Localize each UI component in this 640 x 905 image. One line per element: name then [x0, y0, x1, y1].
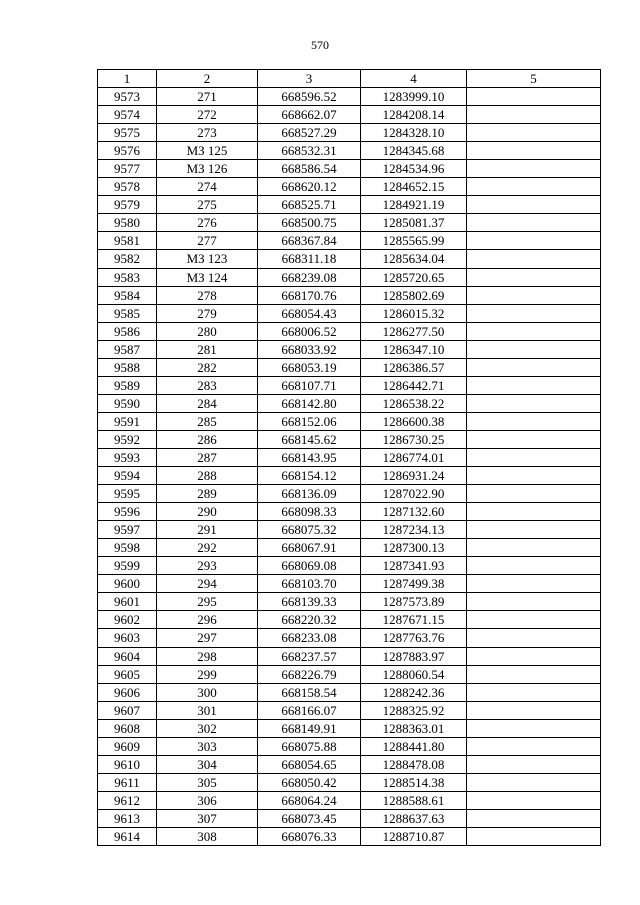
table-row [98, 430, 601, 448]
table-cell-col-3: 668237.57 [258, 647, 361, 665]
table-row [98, 88, 601, 106]
table-cell-col-2: 274 [157, 178, 258, 196]
table-cell-col-4: 1285634.04 [361, 250, 467, 268]
table-cell-col-2: 281 [157, 340, 258, 358]
table-cell-col-2: 297 [157, 629, 258, 647]
table-row [98, 160, 601, 178]
table-cell-col-1: 9608 [98, 719, 157, 737]
table-cell-col-1: 9577 [98, 160, 157, 178]
table-cell-col-5 [467, 521, 601, 539]
table-row [98, 232, 601, 250]
table-cell-col-2: 280 [157, 322, 258, 340]
table-cell-col-3: 668142.80 [258, 394, 361, 412]
table-cell-col-2: 292 [157, 539, 258, 557]
table-cell-col-4: 1288242.36 [361, 683, 467, 701]
table-cell-col-2: 291 [157, 521, 258, 539]
table-cell-col-2: 302 [157, 719, 258, 737]
table-cell-col-1: 9599 [98, 557, 157, 575]
table-cell-col-3: 668076.33 [258, 827, 361, 845]
table-cell-col-4: 1286015.32 [361, 304, 467, 322]
table-cell-col-1: 9593 [98, 448, 157, 466]
table-cell-col-4: 1284328.10 [361, 124, 467, 142]
table-cell-col-1: 9585 [98, 304, 157, 322]
table-cell-col-4: 1288060.54 [361, 665, 467, 683]
table-cell-col-3: 668220.32 [258, 611, 361, 629]
table-cell-col-4: 1286386.57 [361, 358, 467, 376]
table-cell-col-2: 296 [157, 611, 258, 629]
table-cell-col-2: 305 [157, 773, 258, 791]
table-cell-col-3: 668662.07 [258, 106, 361, 124]
table-cell-col-5 [467, 322, 601, 340]
table-cell-col-1: 9576 [98, 142, 157, 160]
table-cell-col-2: 289 [157, 485, 258, 503]
table-cell-col-1: 9598 [98, 539, 157, 557]
table-cell-col-4: 1288637.63 [361, 809, 467, 827]
table-cell-col-4: 1287573.89 [361, 593, 467, 611]
table-cell-col-3: 668532.31 [258, 142, 361, 160]
table-row [98, 665, 601, 683]
table-row [98, 701, 601, 719]
table-cell-col-3: 668054.65 [258, 755, 361, 773]
table-cell-col-1: 9601 [98, 593, 157, 611]
table-cell-col-5 [467, 773, 601, 791]
table-cell-col-4: 1287132.60 [361, 503, 467, 521]
table-row [98, 196, 601, 214]
table-cell-col-1: 9578 [98, 178, 157, 196]
table-cell-col-5 [467, 791, 601, 809]
table-cell-col-5 [467, 196, 601, 214]
table-cell-col-4: 1287341.93 [361, 557, 467, 575]
table-row [98, 214, 601, 232]
table-cell-col-3: 668033.92 [258, 340, 361, 358]
table-cell-col-1: 9581 [98, 232, 157, 250]
table-cell-col-3: 668075.32 [258, 521, 361, 539]
table-cell-col-4: 1287763.76 [361, 629, 467, 647]
table-cell-col-4: 1287671.15 [361, 611, 467, 629]
table-row [98, 773, 601, 791]
table-row [98, 394, 601, 412]
table-row [98, 124, 601, 142]
table-cell-col-5 [467, 142, 601, 160]
table-row [98, 647, 601, 665]
table-cell-col-3: 668311.18 [258, 250, 361, 268]
table-cell-col-4: 1286730.25 [361, 430, 467, 448]
table-cell-col-5 [467, 358, 601, 376]
table-cell-col-4: 1288588.61 [361, 791, 467, 809]
table-cell-col-2: 271 [157, 88, 258, 106]
table-cell-col-2: 304 [157, 755, 258, 773]
table-cell-col-2: 301 [157, 701, 258, 719]
table-cell-col-1: 9580 [98, 214, 157, 232]
table-cell-col-2: 286 [157, 430, 258, 448]
table-cell-col-5 [467, 376, 601, 394]
table-row [98, 268, 601, 286]
table-row [98, 304, 601, 322]
table-cell-col-4: 1286774.01 [361, 448, 467, 466]
table-cell-col-3: 668054.43 [258, 304, 361, 322]
table-cell-col-3: 668154.12 [258, 467, 361, 485]
table-cell-col-5 [467, 178, 601, 196]
table-cell-col-1: 9583 [98, 268, 157, 286]
table-cell-col-5 [467, 575, 601, 593]
table-cell-col-5 [467, 539, 601, 557]
table-cell-col-5 [467, 719, 601, 737]
table-cell-col-1: 9587 [98, 340, 157, 358]
table-cell-col-4: 1286277.50 [361, 322, 467, 340]
table-cell-col-3: 668158.54 [258, 683, 361, 701]
table-cell-col-2: 295 [157, 593, 258, 611]
table-cell-col-3: 668050.42 [258, 773, 361, 791]
table-row [98, 322, 601, 340]
table-cell-col-4: 1286931.24 [361, 467, 467, 485]
table-cell-col-5 [467, 737, 601, 755]
table-cell-col-1: 9594 [98, 467, 157, 485]
table-cell-col-2: 288 [157, 467, 258, 485]
table-cell-col-5 [467, 683, 601, 701]
table-row [98, 683, 601, 701]
table-cell-col-3: 668006.52 [258, 322, 361, 340]
table-row [98, 539, 601, 557]
table-cell-col-1: 9612 [98, 791, 157, 809]
table-cell-col-1: 9611 [98, 773, 157, 791]
table-cell-col-1: 9574 [98, 106, 157, 124]
table-cell-col-4: 1285565.99 [361, 232, 467, 250]
table-cell-col-3: 668069.08 [258, 557, 361, 575]
table-cell-col-5 [467, 665, 601, 683]
table-cell-col-1: 9590 [98, 394, 157, 412]
table-row [98, 593, 601, 611]
table-cell-col-3: 668367.84 [258, 232, 361, 250]
table-cell-col-5 [467, 304, 601, 322]
table-cell-col-5 [467, 214, 601, 232]
table-cell-col-5 [467, 755, 601, 773]
table-cell-col-3: 668149.91 [258, 719, 361, 737]
table-cell-col-3: 668107.71 [258, 376, 361, 394]
table-row [98, 791, 601, 809]
table-cell-col-4: 1286347.10 [361, 340, 467, 358]
table-cell-col-1: 9595 [98, 485, 157, 503]
table-cell-col-1: 9603 [98, 629, 157, 647]
table-cell-col-5 [467, 593, 601, 611]
table-cell-col-4: 1288441.80 [361, 737, 467, 755]
table-cell-col-4: 1285720.65 [361, 268, 467, 286]
table-cell-col-3: 668170.76 [258, 286, 361, 304]
table-cell-col-2: 284 [157, 394, 258, 412]
table-cell-col-2: 279 [157, 304, 258, 322]
table-cell-col-2: 290 [157, 503, 258, 521]
table-cell-col-1: 9582 [98, 250, 157, 268]
column-header-1: 1 [98, 70, 157, 88]
table-cell-col-3: 668226.79 [258, 665, 361, 683]
table-cell-col-1: 9586 [98, 322, 157, 340]
table-cell-col-3: 668233.08 [258, 629, 361, 647]
table-body [98, 88, 601, 846]
table-row [98, 340, 601, 358]
table-cell-col-2: 273 [157, 124, 258, 142]
table-cell-col-2: 307 [157, 809, 258, 827]
table-cell-col-1: 9589 [98, 376, 157, 394]
table-cell-col-1: 9573 [98, 88, 157, 106]
table-cell-col-4: 1284534.96 [361, 160, 467, 178]
table-row [98, 142, 601, 160]
table-cell-col-3: 668143.95 [258, 448, 361, 466]
table-cell-col-2: 276 [157, 214, 258, 232]
table-cell-col-4: 1286442.71 [361, 376, 467, 394]
table-cell-col-3: 668596.52 [258, 88, 361, 106]
table-cell-col-4: 1287499.38 [361, 575, 467, 593]
table-cell-col-4: 1283999.10 [361, 88, 467, 106]
table-cell-col-5 [467, 340, 601, 358]
table-cell-col-5 [467, 250, 601, 268]
table-row [98, 809, 601, 827]
table-cell-col-5 [467, 412, 601, 430]
table-cell-col-4: 1285081.37 [361, 214, 467, 232]
table-cell-col-5 [467, 268, 601, 286]
table-cell-col-3: 668239.08 [258, 268, 361, 286]
table-cell-col-3: 668103.70 [258, 575, 361, 593]
table-cell-col-2: 285 [157, 412, 258, 430]
table-cell-col-1: 9604 [98, 647, 157, 665]
table-cell-col-5 [467, 124, 601, 142]
table-cell-col-5 [467, 467, 601, 485]
table-cell-col-1: 9597 [98, 521, 157, 539]
table-cell-col-5 [467, 485, 601, 503]
table-row [98, 719, 601, 737]
table-cell-col-3: 668098.33 [258, 503, 361, 521]
column-header-4: 4 [361, 70, 467, 88]
table-cell-col-5 [467, 160, 601, 178]
table-cell-col-5 [467, 503, 601, 521]
table-cell-col-2: 303 [157, 737, 258, 755]
table-row [98, 521, 601, 539]
table-cell-col-2: 277 [157, 232, 258, 250]
table-cell-col-2: 299 [157, 665, 258, 683]
table-row [98, 755, 601, 773]
table-cell-col-4: 1287022.90 [361, 485, 467, 503]
table-cell-col-2: МЗ 126 [157, 160, 258, 178]
table-row [98, 629, 601, 647]
table-cell-col-2: 306 [157, 791, 258, 809]
table-cell-col-3: 668152.06 [258, 412, 361, 430]
table-cell-col-2: 294 [157, 575, 258, 593]
table-row [98, 358, 601, 376]
coordinates-table [97, 69, 601, 846]
table-cell-col-3: 668620.12 [258, 178, 361, 196]
table-cell-col-1: 9575 [98, 124, 157, 142]
table-row [98, 106, 601, 124]
table-cell-col-4: 1288325.92 [361, 701, 467, 719]
table-cell-col-3: 668136.09 [258, 485, 361, 503]
table-cell-col-1: 9592 [98, 430, 157, 448]
table-cell-col-3: 668073.45 [258, 809, 361, 827]
table-cell-col-4: 1288478.08 [361, 755, 467, 773]
table-cell-col-4: 1284921.19 [361, 196, 467, 214]
table-cell-col-2: МЗ 125 [157, 142, 258, 160]
table-cell-col-5 [467, 232, 601, 250]
table-cell-col-1: 9610 [98, 755, 157, 773]
table-cell-col-4: 1288710.87 [361, 827, 467, 845]
table-cell-col-3: 668067.91 [258, 539, 361, 557]
table-cell-col-3: 668139.33 [258, 593, 361, 611]
table-cell-col-1: 9614 [98, 827, 157, 845]
table-row [98, 503, 601, 521]
table-cell-col-4: 1286600.38 [361, 412, 467, 430]
table-cell-col-5 [467, 629, 601, 647]
table-cell-col-1: 9588 [98, 358, 157, 376]
table-cell-col-3: 668064.24 [258, 791, 361, 809]
table-cell-col-1: 9613 [98, 809, 157, 827]
table-cell-col-5 [467, 430, 601, 448]
table-row [98, 448, 601, 466]
table-cell-col-4: 1287883.97 [361, 647, 467, 665]
table-cell-col-5 [467, 827, 601, 845]
table-row [98, 485, 601, 503]
table-cell-col-3: 668527.29 [258, 124, 361, 142]
table-cell-col-5 [467, 394, 601, 412]
table-header-row [98, 70, 601, 88]
table-cell-col-3: 668053.19 [258, 358, 361, 376]
table-cell-col-5 [467, 88, 601, 106]
table-cell-col-2: 308 [157, 827, 258, 845]
table-cell-col-1: 9584 [98, 286, 157, 304]
table-cell-col-2: 282 [157, 358, 258, 376]
table-cell-col-5 [467, 286, 601, 304]
table-row [98, 376, 601, 394]
table-row [98, 557, 601, 575]
table-cell-col-1: 9579 [98, 196, 157, 214]
table-cell-col-3: 668525.71 [258, 196, 361, 214]
table-cell-col-4: 1288514.38 [361, 773, 467, 791]
table-cell-col-1: 9600 [98, 575, 157, 593]
table-cell-col-1: 9609 [98, 737, 157, 755]
table-cell-col-3: 668166.07 [258, 701, 361, 719]
table-cell-col-3: 668500.75 [258, 214, 361, 232]
column-header-2: 2 [157, 70, 258, 88]
table-cell-col-3: 668075.88 [258, 737, 361, 755]
table-cell-col-3: 668586.54 [258, 160, 361, 178]
table-cell-col-3: 668145.62 [258, 430, 361, 448]
table-row [98, 178, 601, 196]
table-cell-col-5 [467, 809, 601, 827]
table-row [98, 467, 601, 485]
column-header-3: 3 [258, 70, 361, 88]
table-cell-col-5 [467, 611, 601, 629]
table-cell-col-1: 9605 [98, 665, 157, 683]
table-row [98, 286, 601, 304]
table-cell-col-4: 1284208.14 [361, 106, 467, 124]
table-cell-col-1: 9606 [98, 683, 157, 701]
table-cell-col-2: 287 [157, 448, 258, 466]
table-row [98, 611, 601, 629]
table-cell-col-2: 283 [157, 376, 258, 394]
table-row [98, 412, 601, 430]
table-row [98, 575, 601, 593]
table-cell-col-1: 9602 [98, 611, 157, 629]
table-cell-col-4: 1287234.13 [361, 521, 467, 539]
table-cell-col-4: 1286538.22 [361, 394, 467, 412]
table-row [98, 737, 601, 755]
table-cell-col-1: 9596 [98, 503, 157, 521]
table-row [98, 827, 601, 845]
table-cell-col-2: 278 [157, 286, 258, 304]
column-header-5: 5 [467, 70, 601, 88]
table-cell-col-1: 9591 [98, 412, 157, 430]
table-cell-col-2: 272 [157, 106, 258, 124]
table-cell-col-4: 1285802.69 [361, 286, 467, 304]
table-cell-col-2: 293 [157, 557, 258, 575]
table-cell-col-2: 300 [157, 683, 258, 701]
table-cell-col-5 [467, 701, 601, 719]
table-cell-col-4: 1284345.68 [361, 142, 467, 160]
table-cell-col-2: 298 [157, 647, 258, 665]
table-cell-col-2: 275 [157, 196, 258, 214]
table-cell-col-1: 9607 [98, 701, 157, 719]
table-cell-col-5 [467, 106, 601, 124]
table-row [98, 250, 601, 268]
table-cell-col-5 [467, 448, 601, 466]
table-cell-col-5 [467, 557, 601, 575]
table-cell-col-2: МЗ 124 [157, 268, 258, 286]
table-cell-col-4: 1287300.13 [361, 539, 467, 557]
table-cell-col-5 [467, 647, 601, 665]
table-cell-col-2: МЗ 123 [157, 250, 258, 268]
page-number: 570 [311, 38, 329, 52]
table-cell-col-4: 1284652.15 [361, 178, 467, 196]
table-cell-col-4: 1288363.01 [361, 719, 467, 737]
